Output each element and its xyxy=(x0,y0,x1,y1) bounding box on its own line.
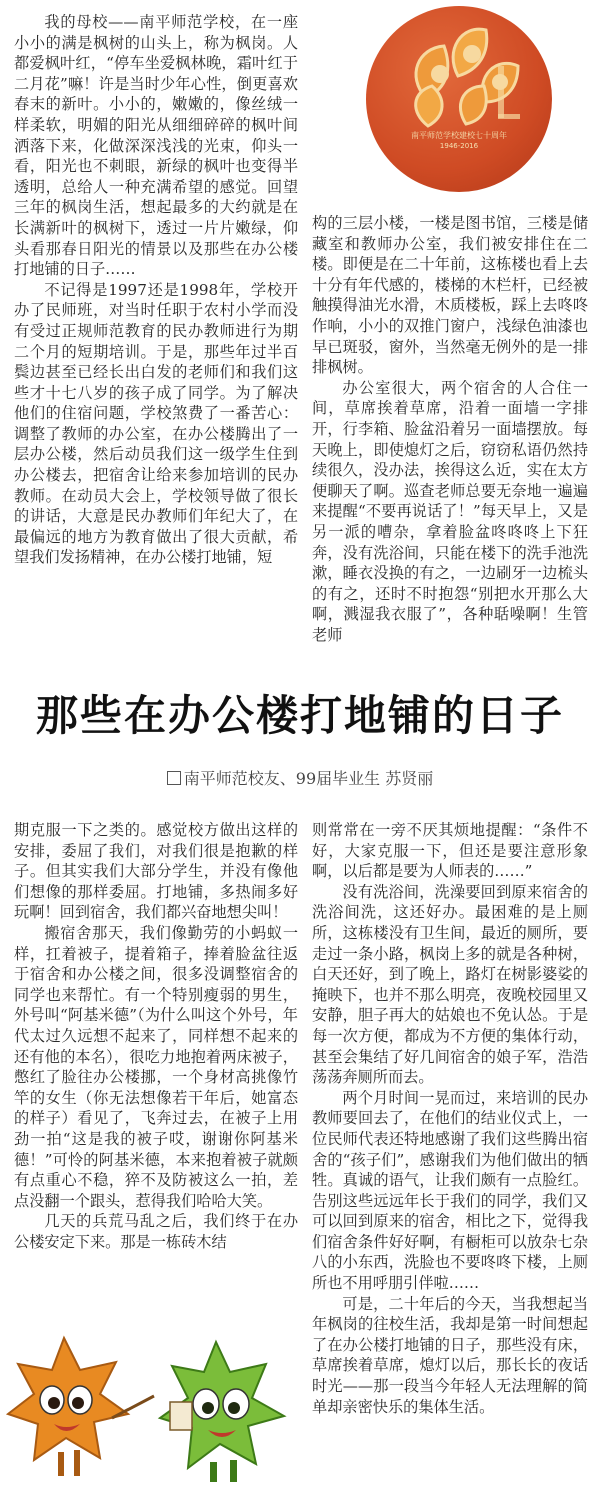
article-title: 那些在办公楼打地铺的日子 xyxy=(35,691,564,740)
byline-box-icon xyxy=(167,771,181,785)
paragraph: 不记得是1997还是1998年，学校开办了民师班，对当时任职于农村小学而没有受过正规师范教育的民办教师进行为期二个月的短期培训。于是，那些年过半百鬓边甚至已经长出白发的老师们和我们这些才十七八岁的孩子成了同学。为了解决他们的住宿问题，学校煞费了一番苦心：调整了教师的办公室，在办公楼腾出了一层办公楼，然后动员我们这一级学生住到办公楼去，把宿舍让给来参加培训的民办教师。在动员大会上，学校领导做了很长的讲话，大意是民办教师们年纪大了，在最偏远的地方为教育做出了很大贡献，希望我们发扬精神，在办公楼打地铺，短 xyxy=(14,280,298,567)
paragraph: 期克服一下之类的。感觉校方做出这样的安排，委屈了我们，对我们很是抱歉的样子。但其实我们大部分学生，并没有像他们想像的那样委屈。打地铺，多热闹多好玩啊！回到宿舍，我们都兴奋地想尖叫！ xyxy=(14,821,298,922)
byline-text: 南平师范校友、99届毕业生 苏贤丽 xyxy=(183,769,434,788)
green-leaf-mascot-icon xyxy=(160,1342,284,1482)
article-top-right-column xyxy=(312,213,588,645)
article-bottom-right-column xyxy=(312,820,588,1417)
paragraph: 构的三层小楼，一楼是图书馆，三楼是储藏室和教师办公室，我们被安排住在二楼。即便是在二十年前，这栋楼也看上去十分有年代感的，楼梯的木栏杆，已经被触摸得油光水滑，木质楼板，踩上去咚咚作响，小小的双推门窗户，浅绿色油漆也早已斑驳，窗外，当然毫无例外的是一排排枫树。 xyxy=(312,214,588,377)
paragraph: 办公室很大，两个宿舍的人合住一间，草席挨着草席，沿着一面墙一字排开，行李箱、脸盆沿着另一面墙摆放。每天晚上，即使熄灯之后，窃窃私语仍然持续很久，没办法，挨得这么近，实在太方便聊天了啊。巡查老师总要无奈地一遍遍来提醒“不要再说话了！”每天早上，又是另一派的嘈杂，拿着脸盆咚咚咚上下狂奔，没有洗浴间，只能在楼下的洗手池洗漱，睡衣没换的有之，一边刷牙一边梳头的有之，还时不时抱怨“别把水开那么大啊，溅湿我衣服了”，各种聒噪啊！生管老师 xyxy=(312,378,588,644)
school-badge xyxy=(366,6,552,192)
badge-caption-line1: 南平师范学校建校七十周年 xyxy=(411,131,507,140)
maple-leaf-logo-icon xyxy=(366,6,552,192)
badge-caption-line2: 1946-2016 xyxy=(439,142,479,150)
paragraph: 可是，二十年后的今天，当我想起当年枫岗的往校生活，我却是第一时间想起了在办公楼打地铺的日子，那些没有床，草席挨着草席，熄灯以后，那长长的夜话时光——那一段当今年轻人无法理解的简单却亲密快乐的集体生活。 xyxy=(312,1294,588,1416)
paragraph: 两个月时间一晃而过，来培训的民办教师要回去了，在他们的结业仪式上，一位民师代表还特地感谢了我们这些腾出宿舍的“孩子们”，感谢我们为他们做出的牺牲。真诚的语气，让我们颇有一点脸红。告别这些远远年长于我们的同学，我们又可以回到原来的宿舍，相比之下，觉得我们宿舍条件好好啊，有橱柜可以放杂七杂八的小东西，洗脸也不要咚咚下楼，上厕所也不用呼朋引伴啦…… xyxy=(312,1088,588,1293)
article-bottom-left-column xyxy=(14,820,298,1252)
orange-leaf-mascot-icon xyxy=(8,1338,154,1476)
article-top-left-column xyxy=(14,12,298,568)
paragraph: 搬宿舍那天，我们像勤劳的小蚂蚁一样，扛着被子，提着箱子，捧着脸盆往返于宿舍和办公楼之间，很多没调整宿舍的同学也来帮忙。有一个特别瘦弱的男生，外号叫“阿基米德”（为什么叫这个外号，年代太过久远想不起来了，同样想不起来的还有他的本名），很吃力地抱着两床被子，憋红了脸往办公楼挪，一个身材高挑像竹竿的女生（你无法想像若干年后，她富态的样子）看见了，飞奔过去，在被子上用劲一拍“这是我的被子哎，谢谢你阿基米德！”可怜的阿基米德，本来抱着被子就颇有点重心不稳，猝不及防被这么一拍，差点没翻一个跟头，惹得我们哈哈大笑。 xyxy=(14,923,298,1210)
paragraph: 没有洗浴间，洗澡要回到原来宿舍的洗浴间洗，这还好办。最困难的是上厕所，这栋楼没有卫生间，最近的厕所，要走过一条小路，枫岗上多的就是各种树，白天还好，到了晚上，路灯在树影婆娑的掩映下，也并不那么明亮，夜晚校园里又安静，胆子再大的姑娘也不免认怂。于是每一次方便，都成为不方便的集体行动，甚至会集结了好几间宿舍的娘子军，浩浩荡荡奔厕所而去。 xyxy=(312,882,588,1087)
badge-caption xyxy=(386,130,532,152)
paragraph: 几天的兵荒马乱之后，我们终于在办公楼安定下来。那是一栋砖木结 xyxy=(14,1212,298,1251)
leaf-mascots-illustration xyxy=(4,1322,304,1490)
paragraph: 我的母校——南平师范学校，在一座小小的满是枫树的山头上，称为枫岗。人都爱枫叶红，“停车坐爱枫林晚，霜叶红于二月花”嘛！许是当时少年心性，倒更喜欢春末的新叶。小小的，嫩嫩的，像丝绒一样柔软，明媚的阳光从细细碎碎的枫叶间洒落下来，化做深深浅浅的光束，仰头一看，阳光也不刺眼，新绿的枫叶也变得半透明，总给人一种充满希望的感觉。回望三年的枫岗生活，想起最多的大约就是在长满新叶的枫树下，透过一片片嫩绿，仰头看那春日阳光的情景以及那些在办公楼打地铺的日子…… xyxy=(14,13,298,279)
article-byline xyxy=(0,766,600,792)
paragraph: 则常常在一旁不厌其烦地提醒：“条件不好，大家克服一下，但还是要注意形象啊，以后都是要为人师表的……” xyxy=(312,821,588,881)
